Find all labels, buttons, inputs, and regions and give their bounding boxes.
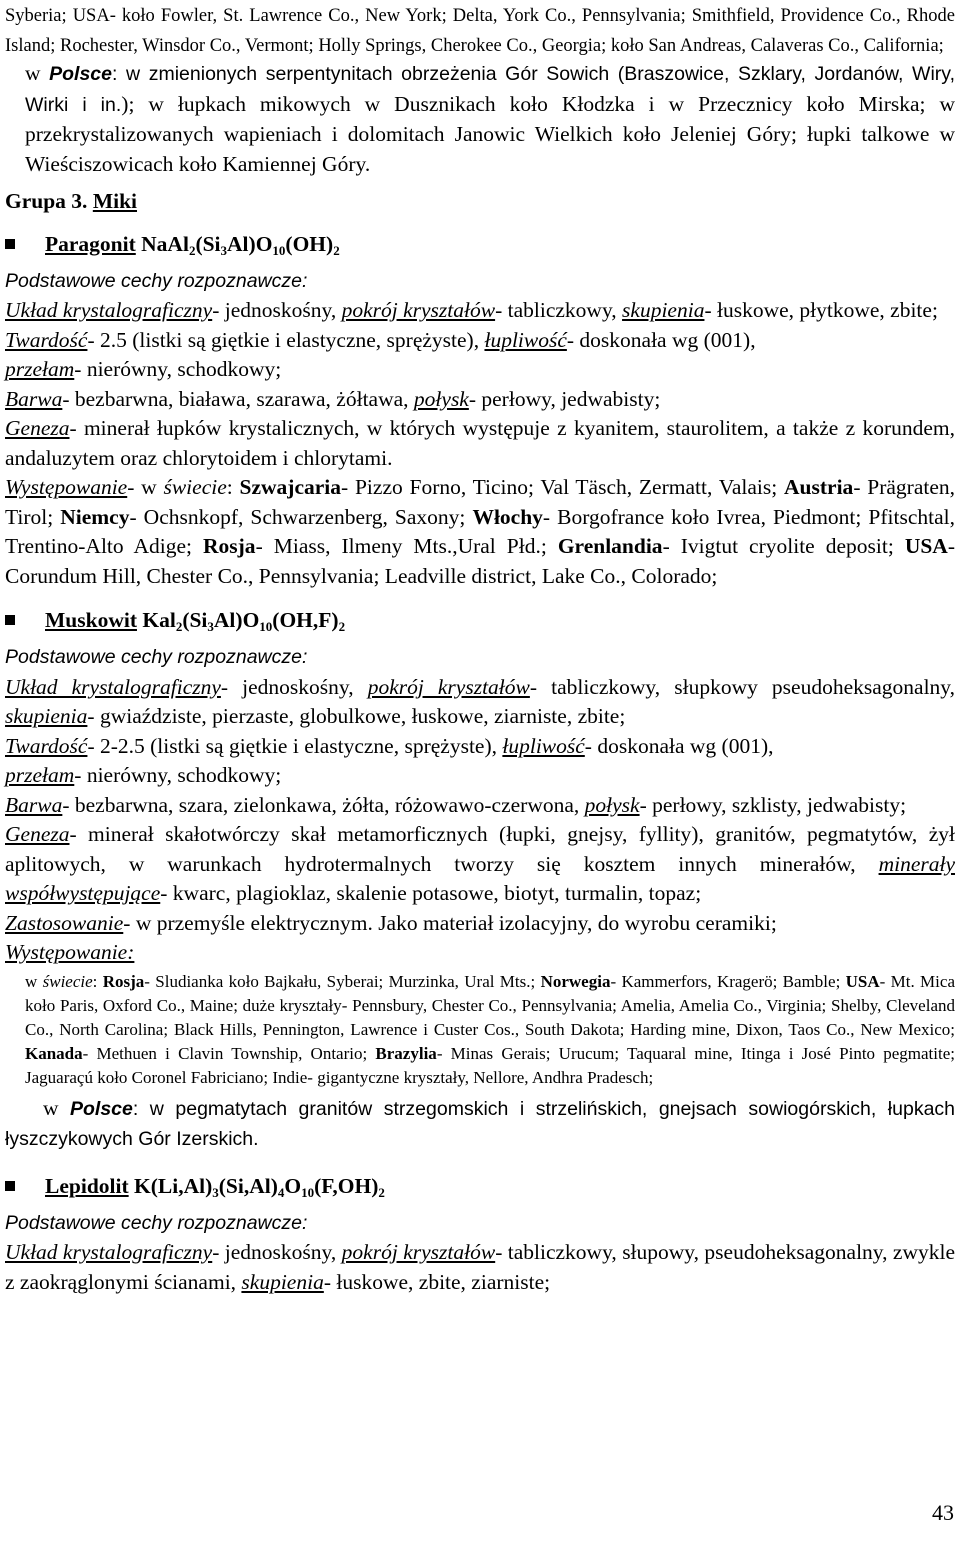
page-number: 43 — [932, 1500, 954, 1525]
muskowit-world-occurrence: w świecie: Rosja- Sludianka koło Bajkału, Syberai; Murzinka, Ural Mts.; Norwegia- Kammerfors, Kragerö; Bamble; USA- Mt. Mica koło Paris, Oxford Co., Maine; duże kryształy- Pennsbury, Chester Co., Pennsylvania; Amelia, Amelia Co., Virginia; Shelby, Cleveland Co., North Carolina; Black Hills, Pennington, Lawrence i Custer Cos., South Dakota; Harding mine, Dixon, Taos Co., New Mexico; Kanada- Methuen i Clavin Township, Ontario; Brazylia- Minas Gerais; Urucum; Taquaral mine, Itinga i José Pinto pegmatite; Jaguaraçú koło Coronel Fabriciano; Indie- gigantyczne kryształy, Nellore, Andhra Pradesch; — [25, 971, 955, 1087]
document-page — [5, 0, 955, 1297]
mineral-heading-paragonit — [5, 229, 955, 259]
mineral-heading-lepidolit — [5, 1171, 955, 1201]
muskowit-poland-occurrence: w Polsce: w pegmatytach granitów strzegomskich i strzelińskich, gnejsach sowiogórskich, łupkach łyszczykowych Gór Izerskich. — [5, 1095, 956, 1150]
features-heading: Podstawowe cechy rozpoznawcze: — [5, 1211, 308, 1234]
features-heading: Podstawowe cechy rozpoznawcze: — [5, 269, 308, 292]
mineral-name: Lepidolit — [45, 1173, 129, 1198]
mineral-formula: $Kal_2(Si_3Al)O_{10}(OH,F)_2$ — [142, 608, 346, 634]
paragonit-properties: Układ krystalograficzny- jednoskośny, pokrój kryształów- tabliczkowy, skupienia- łuskowe, płytkowe, zbite; Twardość- 2.5 (listki są giętkie i elastyczne, sprężyste), łupliwość- doskonała wg (001), przełam- nierówny, schodkowy; Barwa- bezbarwna, biaława, szarawa, żółtawa, połysk- perłowy, jedwabisty; Geneza- minerał łupków krystalicznych, w których występuje z kyanitem, staurolitem, a także z korundem, andaluzytem oraz chlorytoidem i chlorytami. Występowanie- w świecie: Szwajcaria- Pizzo Forno, Ticino; Val Täsch, Zermatt, Valais; Austria- Prägraten, Tirol; Niemcy- Ochsnkopf, Schwarzenberg, Saxony; Włochy- Borgofrance koło Ivrea, Piedmont; Pfitschtal, Trentino-Alto Adige; Rosja- Miass, Ilmeny Mts.,Ural Płd.; Grenlandia- Ivigtut cryolite deposit; USA- Corundum Hill, Chester Co., Pennsylvania; Leadville district, Lake Co., Colorado; — [5, 298, 956, 588]
bullet-icon — [5, 239, 15, 249]
muskowit-properties: Układ krystalograficzny- jednoskośny, pokrój kryształów- tabliczkowy, słupkowy pseudoheksagonalny, skupienia- gwiaździste, pierzaste, globulkowe, łuskowe, ziarniste, zbite; Twardość- 2-2.5 (listki są giętkie i elastyczne, sprężyste), łupliwość- doskonała wg (001), przełam- nierówny, schodkowy; Barwa- bezbarwna, szara, zielonkawa, żółta, różowawo-czerwona, połysk- perłowy, szklisty, jedwabisty; Geneza- minerał skałotwórczy skał metamorficznych (łupki, gnejsy, fyllity), granitów, pegmatytów, żył aplitowych, w warunkach hydrotermalnych tworzy się kosztem innych minerałów, minerały współwystępujące- kwarc, plagioklaz, skalenie potasowe, biotyt, turmalin, topaz; Zastosowanie- w przemyśle elektrycznym. Jako materiał izolacyjny, do wyrobu ceramiki; Występowanie: — [5, 674, 956, 964]
bullet-icon — [5, 615, 15, 625]
poland-occurrence: w Polsce: w zmienionych serpentynitach obrzeżenia Gór Sowich (Braszowice, Szklary, Jordanów, Wiry, Wirki i in.); w łupkach mikowych w Dusznikach koło Kłodzka i w Przecznicy koło Mirska; w przekrystalizowanych wapieniach i dolomitach Janowic Wielkich koło Jeleniej Góry; łupki talkowe w Wieściszowicach koło Kamiennej Góry. — [25, 61, 955, 176]
bullet-icon — [5, 1181, 15, 1191]
mineral-name: Muskowit — [45, 608, 137, 632]
features-heading: Podstawowe cechy rozpoznawcze: — [5, 646, 308, 668]
mineral-heading-muskowit — [5, 605, 955, 635]
poland-label: Polsce — [49, 63, 112, 85]
group-heading: Grupa 3. Miki — [5, 189, 138, 213]
mineral-name: Paragonit — [45, 231, 136, 256]
mineral-formula: $NaAl_2(Si_3Al)O_{10}(OH)_2$ — [141, 231, 340, 258]
intro-paragraph — [5, 0, 955, 59]
lepidolit-properties: Układ krystalograficzny- jednoskośny, pokrój kryształów- tabliczkowy, słupowy, pseudoheksagonalny, zwykle z zaokrąglonymi ścianami, skupienia- łuskowe, zbite, ziarniste; — [5, 1240, 956, 1294]
intro-line: Syberia; USA- koło Fowler, St. Lawrence Co., New York; Delta, York Co., Pennsylvania; Smithfield, Providence Co., Rhode Island; Rochester, Winsdor Co., Vermont; Holly Springs, Cherokee Co., Georgia; koło San Andreas, Calaveras Co., California; — [5, 6, 955, 56]
mineral-formula: $K(Li,Al)_3(Si,Al)_4O_{10}(F,OH)_2$ — [134, 1173, 385, 1200]
